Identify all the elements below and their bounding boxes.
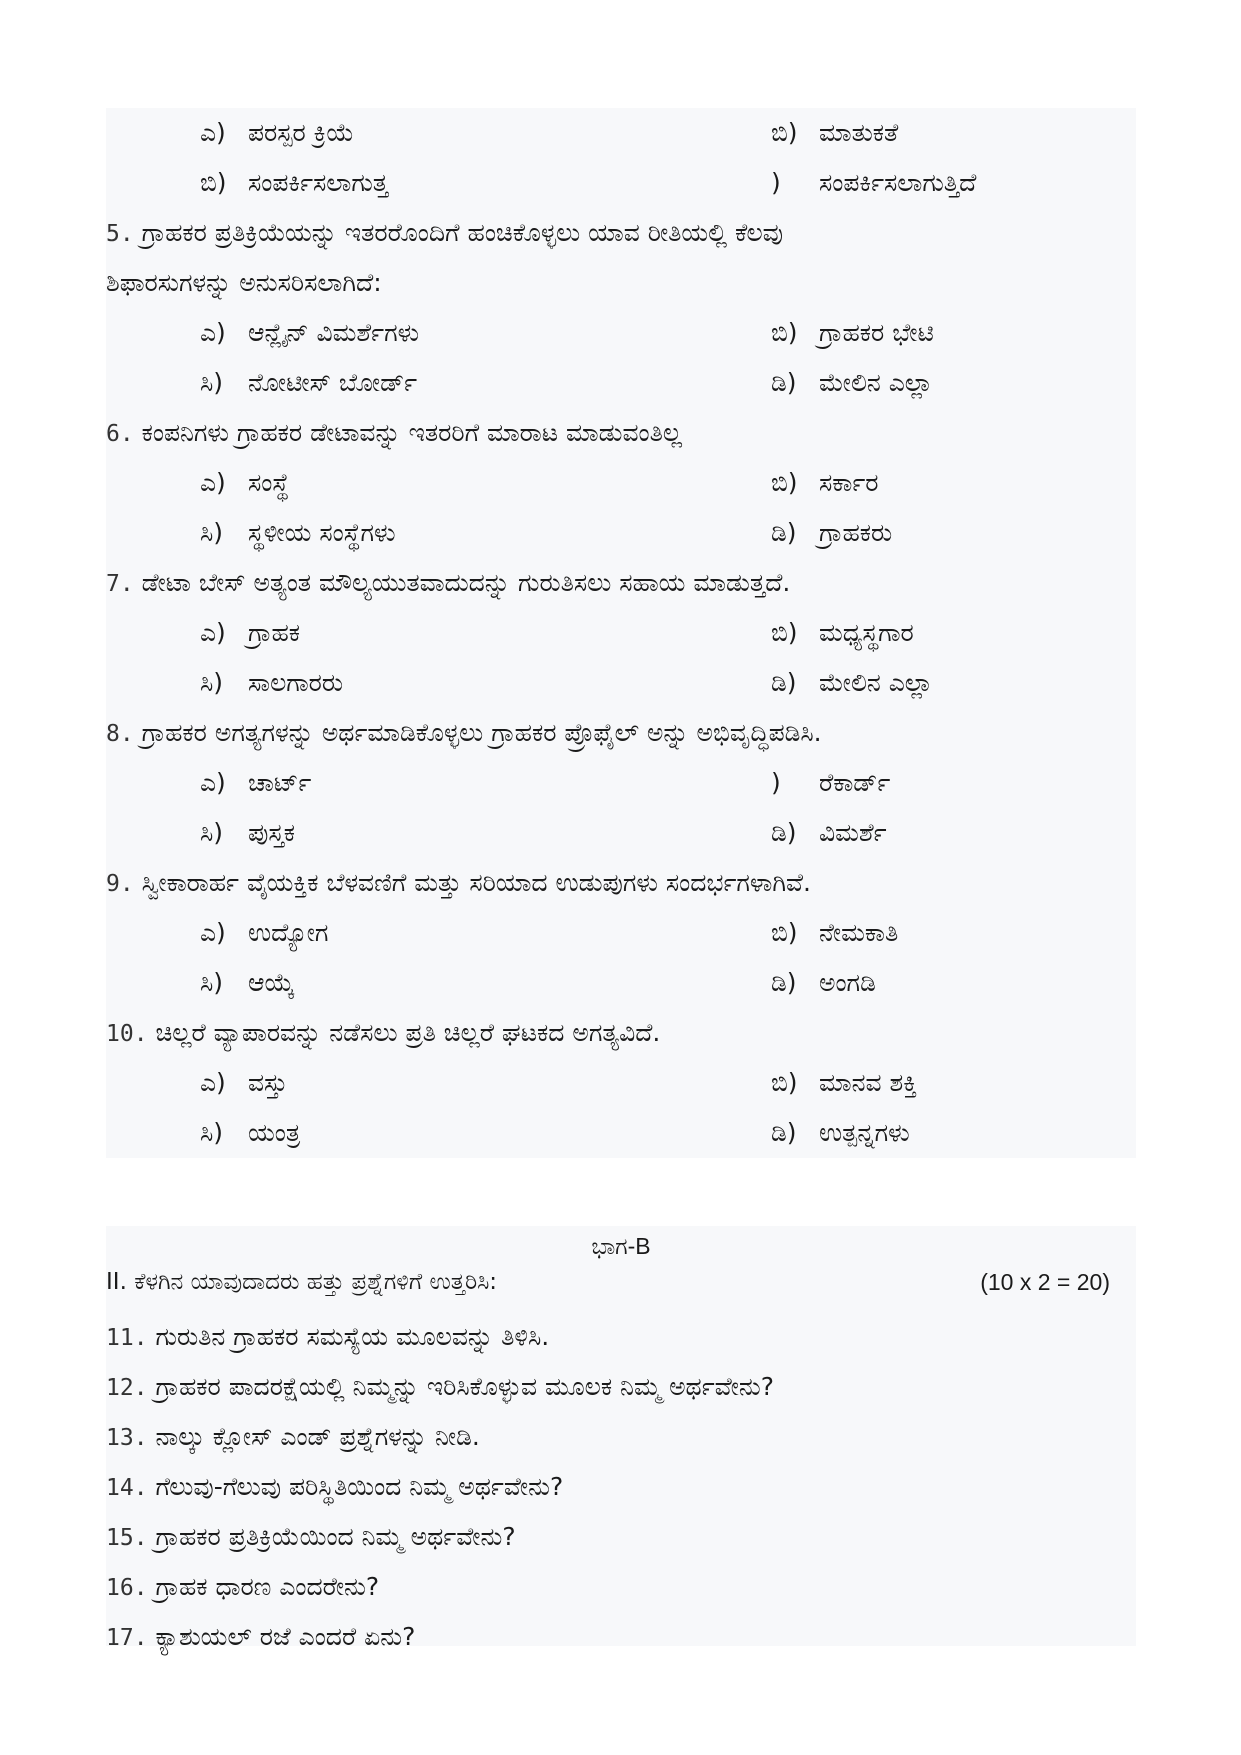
option-text: ವಿಮರ್ಶೆ [819,818,887,847]
answer-option [771,308,934,358]
marks-allocation: (10 x 2 = 20) [980,1269,1110,1295]
option-text: ನೋಟೀಸ್ ಬೋರ್ಡ್ [248,368,418,397]
option-marker: ಬಿ) [771,618,798,647]
instruction-text: II. ಕೆಳಗಿನ ಯಾವುದಾದರು ಹತ್ತು ಪ್ರಶ್ನೆಗಳಿಗೆ ಉತ್ತರಿಸಿ: [106,1269,498,1295]
question-number: 12. [106,1375,148,1401]
answer-option [771,158,976,208]
option-text: ಗ್ರಾಹಕ [248,618,301,647]
option-marker: ಎ) [200,618,226,647]
option-marker: ) [771,168,781,197]
question-text: ಗ್ರಾಹಕರ ಪಾದರಕ್ಷೆಯಲ್ಲಿ ನಿಮ್ಮನ್ನು ಇರಿಸಿಕೊಳ್ಳುವ ಮೂಲಕ ನಿಮ್ಮ ಅರ್ಥವೇನು? [155,1372,775,1401]
option-text: ಗ್ರಾಹಕರ ಭೇಟಿ [819,318,934,347]
answer-option [200,358,417,408]
question-item [106,1362,1136,1412]
question-continuation [106,258,1136,308]
question-number: 7. [106,571,134,597]
question-item [106,208,1136,258]
answer-option [771,458,879,508]
question-text: ನಾಲ್ಕು ಕ್ಲೋಸ್ ಎಂಡ್ ಪ್ರಶ್ನೆಗಳನ್ನು ನೀಡಿ. [155,1422,480,1451]
option-marker: ಎ) [200,468,226,497]
answer-option [771,808,887,858]
question-text: ಗುರುತಿನ ಗ್ರಾಹಕರ ಸಮಸ್ಯೆಯ ಮೂಲವನ್ನು ತಿಳಿಸಿ. [155,1322,550,1351]
answer-option [771,358,933,408]
option-marker: ಡಿ) [771,1118,797,1147]
option-text: ಚಾರ್ಟ್ [248,768,312,797]
question-text: ಕಂಪನಿಗಳು ಗ್ರಾಹಕರ ಡೇಟಾವನ್ನು ಇತರರಿಗೆ ಮಾರಾಟ ಮಾಡುವಂತಿಲ್ಲ [141,418,682,447]
question-text: ಗ್ರಾಹಕರ ಪ್ರತಿಕ್ರಿಯೆಯಿಂದ ನಿಮ್ಮ ಅರ್ಥವೇನು? [155,1522,516,1551]
question-number: 11. [106,1325,148,1351]
question-item [106,1562,1136,1612]
question-item [106,1312,1136,1362]
option-text: ಮಾತುಕತೆ [819,118,899,147]
question-item [106,558,1136,608]
option-text: ಗ್ರಾಹಕರು [819,518,893,547]
options-row [106,658,1136,708]
option-text: ಮಾನವ ಶಕ್ತಿ [819,1068,918,1097]
options-row [106,1058,1136,1108]
question-item [106,1612,1136,1662]
option-marker: ಡಿ) [771,968,797,997]
option-marker: ಸಿ) [200,968,224,997]
answer-option [771,608,914,658]
option-marker: ಡಿ) [771,368,797,397]
option-text: ಪುಸ್ತಕ [248,818,296,847]
question-number: 14. [106,1475,148,1501]
option-text: ಮೇಲಿನ ಎಲ್ಲಾ [819,368,933,397]
option-text: ಸಂಸ್ಥೆ [248,468,290,497]
question-item [106,1412,1136,1462]
option-marker: ಸಿ) [200,1118,224,1147]
question-text: ಗೆಲುವು-ಗೆಲುವು ಪರಿಸ್ಥಿತಿಯಿಂದ ನಿಮ್ಮ ಅರ್ಥವೇನು? [155,1472,564,1501]
options-row [106,758,1136,808]
option-text: ರೆಕಾರ್ಡ್ [819,768,891,797]
options-row [106,1108,1136,1158]
option-marker: ಸಿ) [200,518,224,547]
answer-option [200,958,295,1008]
option-text: ಮೇಲಿನ ಎಲ್ಲಾ [819,668,933,697]
options-row [106,108,1136,158]
answer-option [200,808,295,858]
option-text: ಆಯ್ಕೆ [248,968,295,997]
answer-option [200,608,300,658]
question-text: ಗ್ರಾಹಕ ಧಾರಣ ಎಂದರೇನು? [155,1572,380,1601]
answer-option [771,658,933,708]
section-title: ಭಾಗ-B [591,1233,651,1259]
answer-option [200,658,343,708]
answer-option [200,1108,300,1158]
question-number: 10. [106,1021,148,1047]
options-row [106,958,1136,1008]
question-text: ಕ್ಯಾಶುಯಲ್ ರಜೆ ಎಂದರೆ ಏನು? [155,1622,416,1651]
option-marker: ಎ) [200,318,226,347]
answer-option [771,908,898,958]
option-text: ಸ್ಥಳೀಯ ಸಂಸ್ಥೆಗಳು [248,518,396,547]
option-marker: ) [771,768,781,797]
option-marker: ಬಿ) [771,318,798,347]
option-text: ಸಾಲಗಾರರು [248,668,344,697]
answer-option [200,908,328,958]
question-item [106,858,1136,908]
question-text: ಗ್ರಾಹಕರ ಪ್ರತಿಕ್ರಿಯೆಯನ್ನು ಇತರರೊಂದಿಗೆ ಹಂಚಿಕೊಳ್ಳಲು ಯಾವ ರೀತಿಯಲ್ಲಿ ಕೆಲವು [141,218,784,247]
option-marker: ಡಿ) [771,518,797,547]
answer-option [771,758,890,808]
option-marker: ಎ) [200,1068,226,1097]
answer-option [200,108,354,158]
question-item [106,1512,1136,1562]
option-marker: ಸಿ) [200,368,224,397]
answer-option [200,458,289,508]
part-a-questions [106,108,1136,1158]
option-text: ಯಂತ್ರ [248,1118,301,1147]
question-item [106,708,1136,758]
question-text: ಗ್ರಾಹಕರ ಅಗತ್ಯಗಳನ್ನು ಅರ್ಥಮಾಡಿಕೊಳ್ಳಲು ಗ್ರಾಹಕರ ಪ್ರೊಫೈಲ್ ಅನ್ನು ಅಭಿವೃದ್ಧಿಪಡಿಸಿ. [141,718,822,747]
option-marker: ಬಿ) [771,468,798,497]
question-item [106,1008,1136,1058]
answer-option [200,1058,287,1108]
question-number: 17. [106,1625,148,1651]
option-marker: ಎ) [200,768,226,797]
question-number: 16. [106,1575,148,1601]
options-row [106,608,1136,658]
answer-option [771,508,892,558]
section-instruction [106,1262,1136,1302]
option-text: ಉತ್ಪನ್ನಗಳು [819,1118,910,1147]
options-row [106,908,1136,958]
option-text: ಪರಸ್ಪರ ಕ್ರಿಯೆ [248,118,355,147]
question-item [106,408,1136,458]
options-row [106,808,1136,858]
option-marker: ಬಿ) [200,168,227,197]
option-marker: ಸಿ) [200,668,224,697]
question-number: 9. [106,871,134,897]
answer-option [771,958,876,1008]
option-text: ಸರ್ಕಾರ [819,468,879,497]
question-number: 15. [106,1525,148,1551]
option-text: ಅಂಗಡಿ [819,968,876,997]
option-text: ಆನ್ಲೈನ್ ವಿಮರ್ಶೆಗಳು [248,318,420,347]
option-marker: ಡಿ) [771,668,797,697]
option-text: ಸಂಪರ್ಕಿಸಲಾಗುತ್ತ [248,168,389,197]
option-marker: ಎ) [200,918,226,947]
option-marker: ಎ) [200,118,226,147]
question-number: 8. [106,721,134,747]
question-number: 5. [106,221,134,247]
answer-option [200,158,388,208]
question-text: ಡೇಟಾ ಬೇಸ್ ಅತ್ಯಂತ ಮೌಲ್ಯಯುತವಾದುದನ್ನು ಗುರುತಿಸಲು ಸಹಾಯ ಮಾಡುತ್ತದೆ. [141,568,791,597]
options-row [106,508,1136,558]
answer-option [771,108,898,158]
options-row [106,308,1136,358]
answer-option [200,758,311,808]
option-marker: ಸಿ) [200,818,224,847]
option-marker: ಬಿ) [771,1068,798,1097]
question-number: 13. [106,1425,148,1451]
options-row [106,458,1136,508]
answer-option [771,1058,917,1108]
answer-option [200,308,419,358]
option-text: ಉದ್ಯೋಗ [248,918,329,947]
option-text: ಸಂಪರ್ಕಿಸಲಾಗುತ್ತಿದೆ [819,168,977,197]
question-item [106,1462,1136,1512]
part-b-section [106,1226,1136,1651]
question-number: 6. [106,421,134,447]
option-marker: ಬಿ) [771,118,798,147]
question-text: ಶಿಫಾರಸುಗಳನ್ನು ಅನುಸರಿಸಲಾಗಿದೆ: [106,268,382,297]
options-row [106,158,1136,208]
question-text: ಚಿಲ್ಲರೆ ವ್ಯಾಪಾರವನ್ನು ನಡೆಸಲು ಪ್ರತಿ ಚಿಲ್ಲರೆ ಘಟಕದ ಅಗತ್ಯವಿದೆ. [155,1018,661,1047]
option-text: ನೇಮಕಾತಿ [819,918,899,947]
options-row [106,358,1136,408]
option-text: ಮಧ್ಯಸ್ಥಗಾರ [819,618,914,647]
question-text: ಸ್ವೀಕಾರಾರ್ಹ ವೈಯಕ್ತಿಕ ಬೆಳವಣಿಗೆ ಮತ್ತು ಸರಿಯಾದ ಉಡುಪುಗಳು ಸಂದರ್ಭಗಳಾಗಿವೆ. [141,868,811,897]
option-text: ವಸ್ತು [248,1068,288,1097]
answer-option [200,508,396,558]
option-marker: ಡಿ) [771,818,797,847]
answer-option [771,1108,910,1158]
option-marker: ಬಿ) [771,918,798,947]
